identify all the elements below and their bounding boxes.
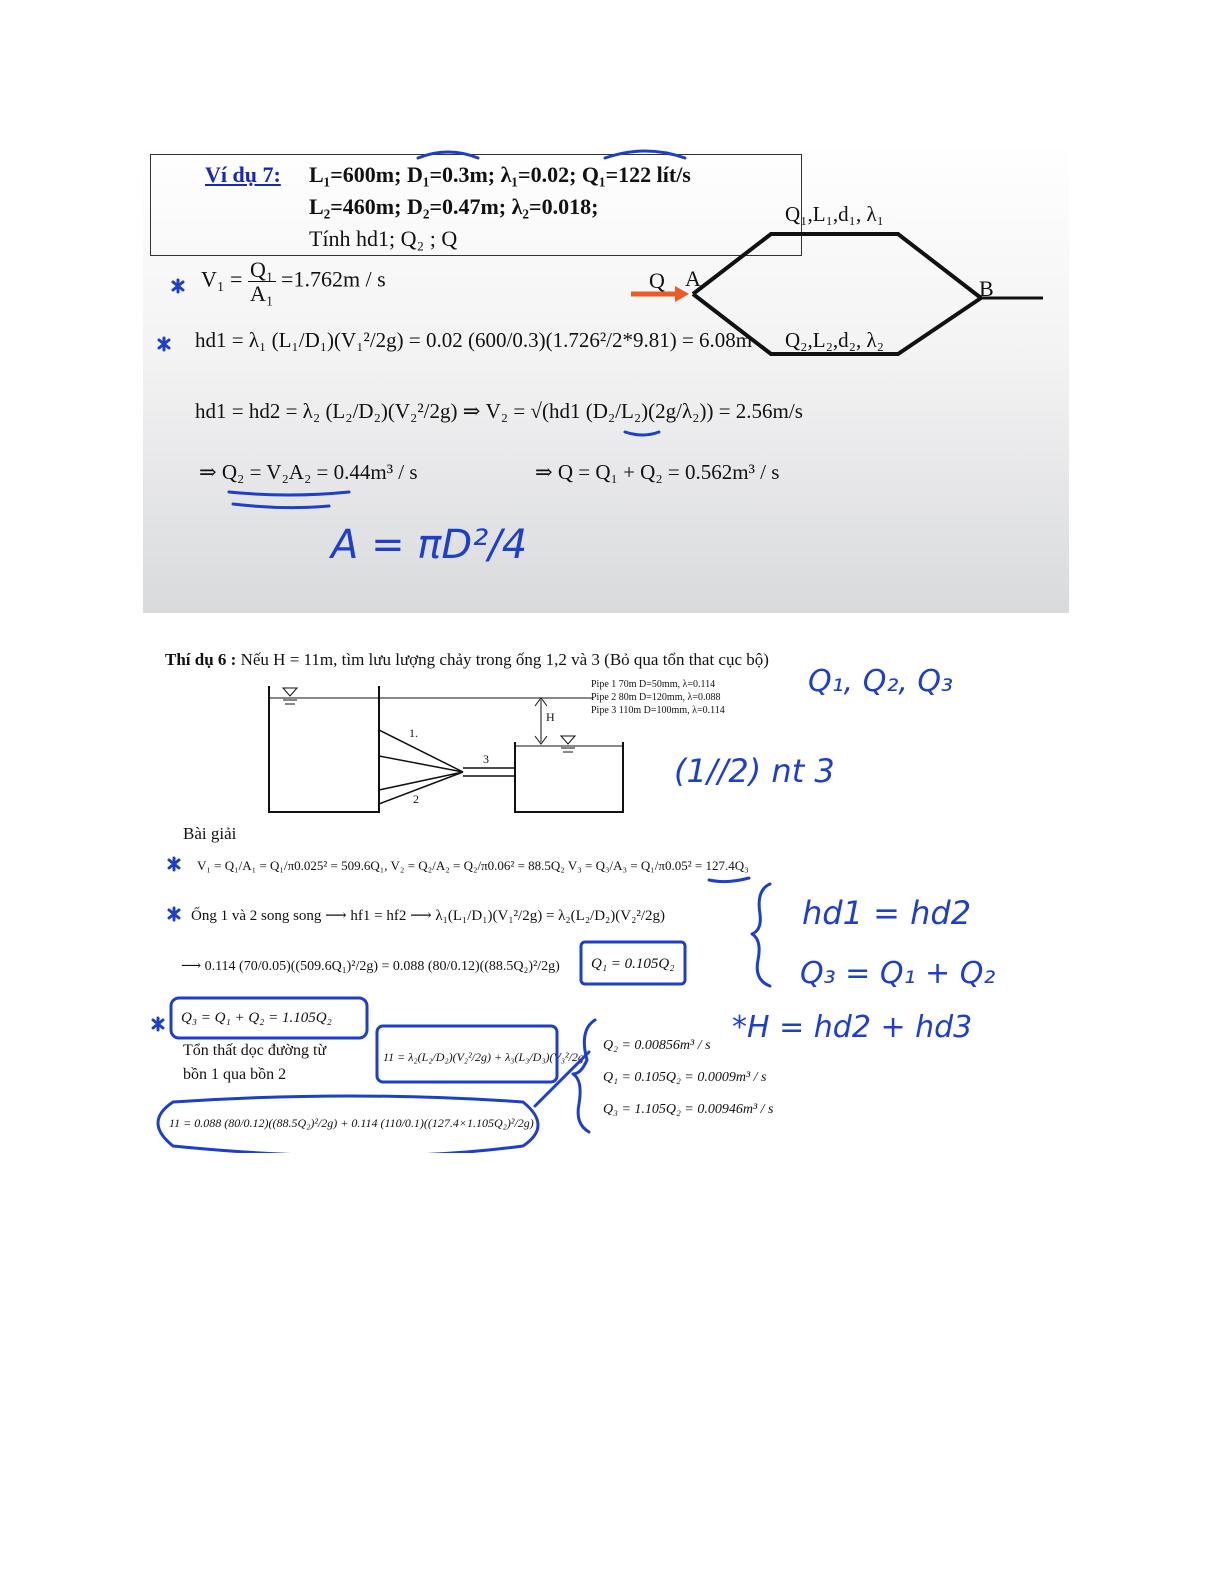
- result-q1: Q₁ = 0.105Q₂ = 0.0009m³ / s: [603, 1070, 767, 1085]
- node-b-label: B: [979, 276, 994, 301]
- example-7-slide: [143, 142, 1069, 613]
- marker-star-1: [173, 280, 183, 292]
- equation-loss: 11 = λ₂(L₂/D₂)(V₂²/2g) + λ₃(L₃/D₃)(V₃²/2g): [383, 1050, 588, 1064]
- flow-label: Q: [649, 268, 665, 293]
- note-hd-equal: hd1 = hd2: [802, 894, 972, 932]
- loss-text-1: Tổn thất dọc đường từ: [183, 1042, 327, 1059]
- brace-results: [573, 1020, 595, 1132]
- given-line-1: L₁=600m; D₁=0.3m; λ₁=0.02; Q₁=122 lít/s: [309, 162, 691, 187]
- given-line-3: Tính hd1; Q₂ ; Q: [309, 226, 458, 251]
- loss-text-2: bồn 1 qua bồn 2: [183, 1066, 287, 1083]
- equation-substitute: ⟶ 0.114 (70/0.05)((509.6Q₁)²/2g) = 0.088 (80/0.12)((88.5Q₂)²/2g): [181, 959, 560, 974]
- note-q-sum: Q₃ = Q₁ + Q₂: [800, 956, 996, 991]
- note-unknowns: Q₁, Q₂, Q₃: [808, 664, 954, 699]
- result-q2: Q₂ = 0.00856m³ / s: [603, 1038, 711, 1053]
- example-6-title: Thí dụ 6 : Nếu H = 11m, tìm lưu lượng chảy trong ống 1,2 và 3 (Bỏ qua tổn that cục bộ): [165, 650, 769, 669]
- given-line-2: L₂=460m; D₂=0.47m; λ₂=0.018;: [309, 194, 599, 219]
- marker-star-b: [169, 908, 179, 920]
- underline-q2-2: [233, 504, 329, 508]
- pipe-2-label: 2: [413, 792, 419, 806]
- upper-pipe-label: Q₁,L₁,d₁, λ₁: [785, 202, 884, 226]
- note-topology: (1//2) nt 3: [674, 752, 835, 790]
- pipe-3-label: 3: [483, 752, 489, 766]
- pipe-1-label: 1.: [409, 726, 418, 740]
- underline-d1: [418, 152, 478, 158]
- underline-v3: [709, 878, 749, 882]
- pen-annotations-slide2: [143, 632, 985, 1153]
- handwritten-area-note: A = πD²/4: [331, 522, 528, 568]
- pipe-spec-1: Pipe 1 70m D=50mm, λ=0.114: [591, 679, 716, 690]
- example-label: Ví dụ 7:: [205, 162, 281, 187]
- marker-star-a: [169, 858, 179, 870]
- equation-ratio: Q₁ = 0.105Q₂: [591, 956, 675, 972]
- equation-q2: ⇒ Q₂ = V₂A₂ = 0.44m³ / s: [199, 460, 418, 484]
- box-loss: [377, 1026, 557, 1082]
- underline-v2: [625, 432, 659, 435]
- pipe-spec-2: Pipe 2 80m D=120mm, λ=0.088: [591, 692, 721, 703]
- equation-final: 11 = 0.088 (80/0.12)((88.5Q₂)²/2g) + 0.114 (110/0.1)((127.4×1.105Q₂)²/2g): [169, 1116, 534, 1130]
- underline-q1: [605, 151, 685, 158]
- pen-annotations-slide1: [143, 142, 1069, 613]
- note-h-sum: *H = hd2 + hd3: [732, 1010, 973, 1045]
- underline-q2-1: [229, 492, 349, 495]
- pipe-spec-3: Pipe 3 110m D=100mm, λ=0.114: [591, 705, 725, 716]
- equation-velocities: V₁ = Q₁/A₁ = Q₁/π0.025² = 509.6Q₁, V₂ = Q₂/A₂ = Q₂/π0.06² = 88.5Q₂ V₃ = Q₃/A₃ = Q₁/π0.05² = 127.4Q₃: [197, 858, 749, 873]
- equation-hd1: hd1 = λ₁ (L₁/D₁)(V₁²/2g) = 0.02 (600/0.3)(1.726²/2*9.81) = 6.08m: [195, 328, 753, 352]
- marker-star-2: [159, 338, 169, 350]
- marker-star-c: [153, 1018, 163, 1030]
- equation-v2: hd1 = hd2 = λ₂ (L₂/D₂)(V₂²/2g) ⇒ V₂ = √(hd1 (D₂/L₂)(2g/λ₂)) = 2.56m/s: [195, 399, 803, 423]
- equation-q-total: ⇒ Q = Q₁ + Q₂ = 0.562m³ / s: [535, 460, 780, 484]
- lower-pipe-label: Q₂,L₂,d₂, λ₂: [785, 328, 884, 352]
- box-q3: [171, 998, 367, 1038]
- equation-parallel: Ống 1 và 2 song song ⟶ hf1 = hf2 ⟶ λ₁(L₁/D₁)(V₁²/2g) = λ₂(L₂/D₂)(V₂²/2g): [191, 908, 665, 924]
- equation-q3: Q₃ = Q₁ + Q₂ = 1.105Q₂: [181, 1010, 332, 1026]
- loop-final: [158, 1096, 538, 1153]
- box-ratio: [581, 942, 685, 984]
- result-q3: Q₃ = 1.105Q₂ = 0.00946m³ / s: [603, 1102, 774, 1117]
- example-6-slide: [143, 632, 985, 1153]
- solution-title: Bài giải: [183, 824, 237, 843]
- equation-v1: V₁ = $\frac{\text{Q₁}}{\text{A₁}}$ =1.762m / s: [201, 257, 386, 307]
- note-brace: [748, 880, 778, 990]
- node-a-label: A: [685, 266, 701, 291]
- head-label: H: [546, 710, 555, 724]
